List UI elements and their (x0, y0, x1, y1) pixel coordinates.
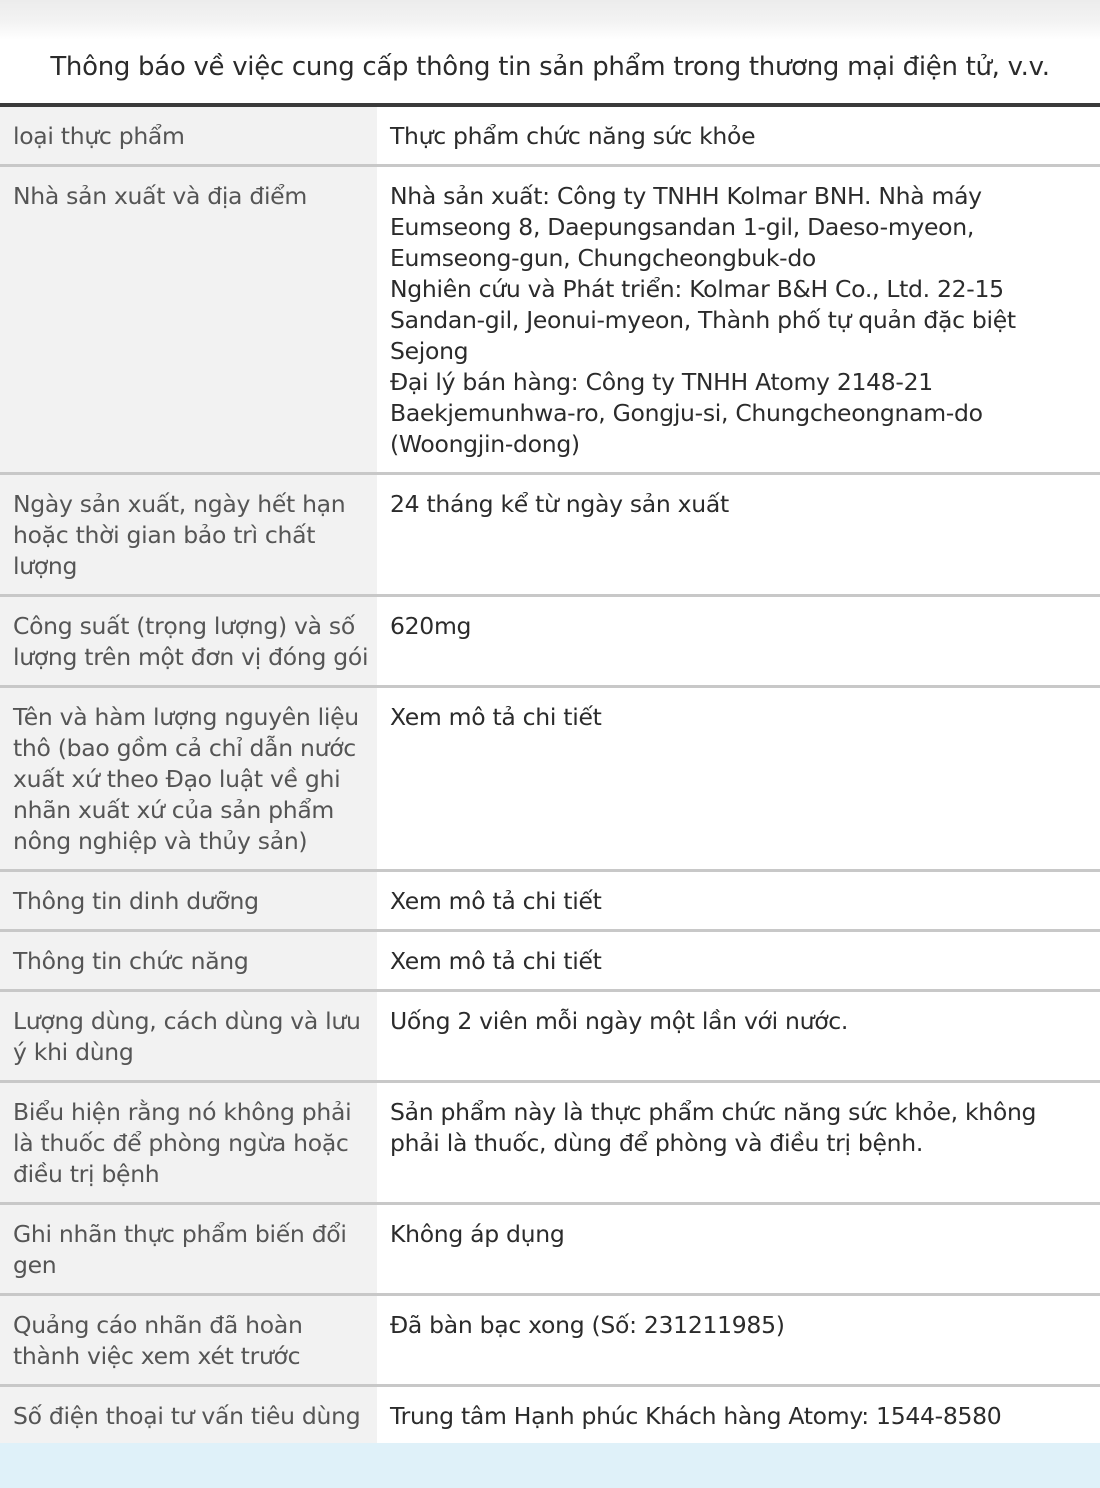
row-label: Ghi nhãn thực phẩm biến đổi gen (0, 1204, 377, 1295)
table-row (0, 687, 1100, 871)
row-value: Sản phẩm này là thực phẩm chức năng sức khỏe, không phải là thuốc, dùng để phòng và điều trị bệnh. (377, 1082, 1100, 1204)
table-row (0, 1082, 1100, 1204)
row-value: Xem mô tả chi tiết (377, 687, 1100, 871)
table-row (0, 166, 1100, 474)
row-value: Thực phẩm chức năng sức khỏe (377, 105, 1100, 166)
table-row (0, 105, 1100, 166)
row-label: Biểu hiện rằng nó không phải là thuốc để phòng ngừa hoặc điều trị bệnh (0, 1082, 377, 1204)
row-label: Thông tin chức năng (0, 931, 377, 991)
row-label: Lượng dùng, cách dùng và lưu ý khi dùng (0, 991, 377, 1082)
product-info-table-wrapper (0, 103, 1100, 1448)
row-label: Quảng cáo nhãn đã hoàn thành việc xem xét trước (0, 1295, 377, 1386)
row-value: Không áp dụng (377, 1204, 1100, 1295)
table-row (0, 991, 1100, 1082)
table-row (0, 1204, 1100, 1295)
row-value: 24 tháng kể từ ngày sản xuất (377, 474, 1100, 596)
row-value: Xem mô tả chi tiết (377, 871, 1100, 931)
row-value: Xem mô tả chi tiết (377, 931, 1100, 991)
page-title: Thông báo về việc cung cấp thông tin sản phẩm trong thương mại điện tử, v.v. (50, 52, 1050, 82)
product-info-table (0, 103, 1100, 1448)
row-value-multiline: Nhà sản xuất: Công ty TNHH Kolmar BNH. Nhà máy Eumseong 8, Daepungsandan 1-gil, Daeso-myeon, Eumseong-gun, Chungcheongbuk-do Nghiên cứu và Phát triển: Kolmar B&H Co., Ltd. 22-15 Sandan-gil, Jeonui-myeon, Thành phố tự quản đặc biệt Sejong Đại lý bán hàng: Công ty TNHH Atomy 2148-21 Baekjemunhwa-ro, Gongju-si, Chungcheongnam-do (Woongjin-dong) (377, 166, 1100, 474)
row-value: Đã bàn bạc xong (Số: 231211985) (377, 1295, 1100, 1386)
row-label: Số điện thoại tư vấn tiêu dùng (0, 1386, 377, 1447)
table-row (0, 931, 1100, 991)
row-label: Ngày sản xuất, ngày hết hạn hoặc thời gian bảo trì chất lượng (0, 474, 377, 596)
row-label: loại thực phẩm (0, 105, 377, 166)
table-row (0, 1386, 1100, 1447)
table-row (0, 596, 1100, 687)
bottom-band (0, 1443, 1100, 1488)
row-value: Trung tâm Hạnh phúc Khách hàng Atomy: 1544-8580 (377, 1386, 1100, 1447)
table-row (0, 474, 1100, 596)
row-label: Nhà sản xuất và địa điểm (0, 166, 377, 474)
top-shadow (0, 0, 1100, 40)
row-value: 620mg (377, 596, 1100, 687)
table-row (0, 871, 1100, 931)
row-value: Uống 2 viên mỗi ngày một lần với nước. (377, 991, 1100, 1082)
row-label: Thông tin dinh dưỡng (0, 871, 377, 931)
table-row (0, 1295, 1100, 1386)
row-label: Tên và hàm lượng nguyên liệu thô (bao gồm cả chỉ dẫn nước xuất xứ theo Đạo luật về ghi nhãn xuất xứ của sản phẩm nông nghiệp và thủy sản) (0, 687, 377, 871)
row-label: Công suất (trọng lượng) và số lượng trên một đơn vị đóng gói (0, 596, 377, 687)
